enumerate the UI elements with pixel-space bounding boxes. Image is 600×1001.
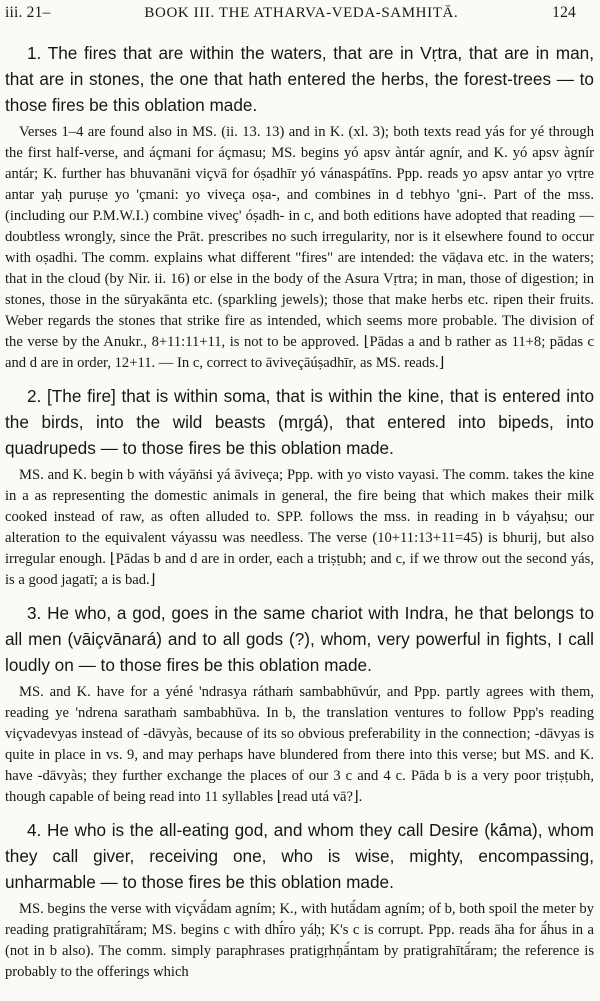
- section-reference: iii. 21–: [5, 4, 51, 21]
- verse-2-translation: 2. [The fire] that is within soma, that is within the kine, that is entered into the birds, into the wild beasts (mṛgá), that entered into bipeds, into quadrupeds — to those fires be this oblation made.: [5, 386, 594, 458]
- running-header: [5, 0, 594, 30]
- verse-2-commentary: MS. and K. begin b with váyāṅsi yá āviveça; Ppp. with yo visto vayasi. The comm. takes the kine in a as representing the domestic animals in general, the fire being that which makes their milk cooked instead of raw, as often alluded to. SPP. follows the mss. in reading in b váyaḥsu; our alteration to the equivalent váyassu was needless. The verse (10+11:13+11=45) is bhurij, but also irregular enough. ⌊Pādas b and d are in order, each a triṣṭubh; and c, if we throw out the second yás, is a good jagatī; a is bad.⌋: [5, 467, 594, 588]
- verse-3-commentary: MS. and K. have for a yéné 'ndrasya ráthaṁ sambabhūvúr, and Ppp. partly agrees with them, reading ye 'ndrena sarathaṁ sambabhūva. In b, the translation ventures to follow Ppp's reading viçvadevyas instead of -dāvyàs, because of its so obvious preferability in the connection; -dāvyas is quite in place in vs. 9, and may perhaps have blundered from there into this verse; but MS. and K. have -dāvyàs; they further exchange the places of our 3 c and 4 c. Pāda b is a very poor triṣṭubh, though capable of being read into 11 syllables ⌊read utá vā?⌋.: [5, 684, 594, 805]
- verse-4-translation: 4. He who is the all-eating god, and whom they call Desire (kā́ma), whom they call giver, receiving one, who is wise, mighty, encompassing, unharmable — to those fires be this oblation made.: [5, 820, 594, 892]
- book-title: BOOK III. THE ATHARVA-VEDA-SAMHITĀ.: [144, 5, 459, 21]
- verse-1-translation: 1. The fires that are within the waters, that are in Vṛtra, that are in man, that are in stones, the one that hath entered the herbs, the forest-trees — to those fires be this oblation made.: [5, 43, 594, 115]
- verse-1-commentary: Verses 1–4 are found also in MS. (ii. 13. 13) and in K. (xl. 3); both texts read yás for yé through the first half-verse, and áçmani for áçmasu; MS. begins yó apsv àntár agnír, and K. yó apsv àgnír antár; K. further has bhuvanāni viçvā for óṣadhīr yó vánaspátīns. Ppp. reads yo apsv antar yo vṛtre antar yaḥ puruṣe yo 'çmani: yo viveça oṣa-, and combines in d tebhyo 'gni-. Part of the mss. (including our P.M.W.I.) combine viveç' óṣadh- in c, and both editions have adopted that reading — doubtless wrongly, since the Prāt. prescribes no such irregularity, nor is it elsewhere found to occur with oṣadhi. The comm. explains what different "fires" are intended: the vāḍava etc. in the waters; that in the cloud (by Nir. ii. 16) or else in the body of the Asura Vṛtra; in man, those of digestion; in stones, those in the sūryakānta etc. (sparkling jewels); those that make herbs etc. ripen their fruits. Weber regards the stones that strike fire as intended, which seems more probable. The division of the verse by the Anukr., 8+11:11+11, is not to be approved. ⌊Pādas a and b rather as 11+8; pādas c and d are in order, 12+11. — In c, correct to āviveçāúṣadhīr, as MS. reads.⌋: [5, 124, 594, 371]
- page-number: 124: [552, 4, 576, 21]
- verse-4-commentary: MS. begins the verse with viçvā́dam agním; K., with hutā́dam agním; of b, both spoil the meter by reading pratigrahītā́ram; MS. begins c with dhī́ro yáḥ; K's c is corrupt. Ppp. reads āha for ā́hus in a (not in b also). The comm. simply paraphrases pratigṛhṇā́ntam by pratigrahītā́ram; the reference is probably to the offerings which: [5, 901, 594, 980]
- verse-3-translation: 3. He who, a god, goes in the same chariot with Indra, he that belongs to all men (vāiçvānará) and to all gods (?), whom, very powerful in fights, I call loudly on — to those fires be this oblation made.: [5, 603, 594, 675]
